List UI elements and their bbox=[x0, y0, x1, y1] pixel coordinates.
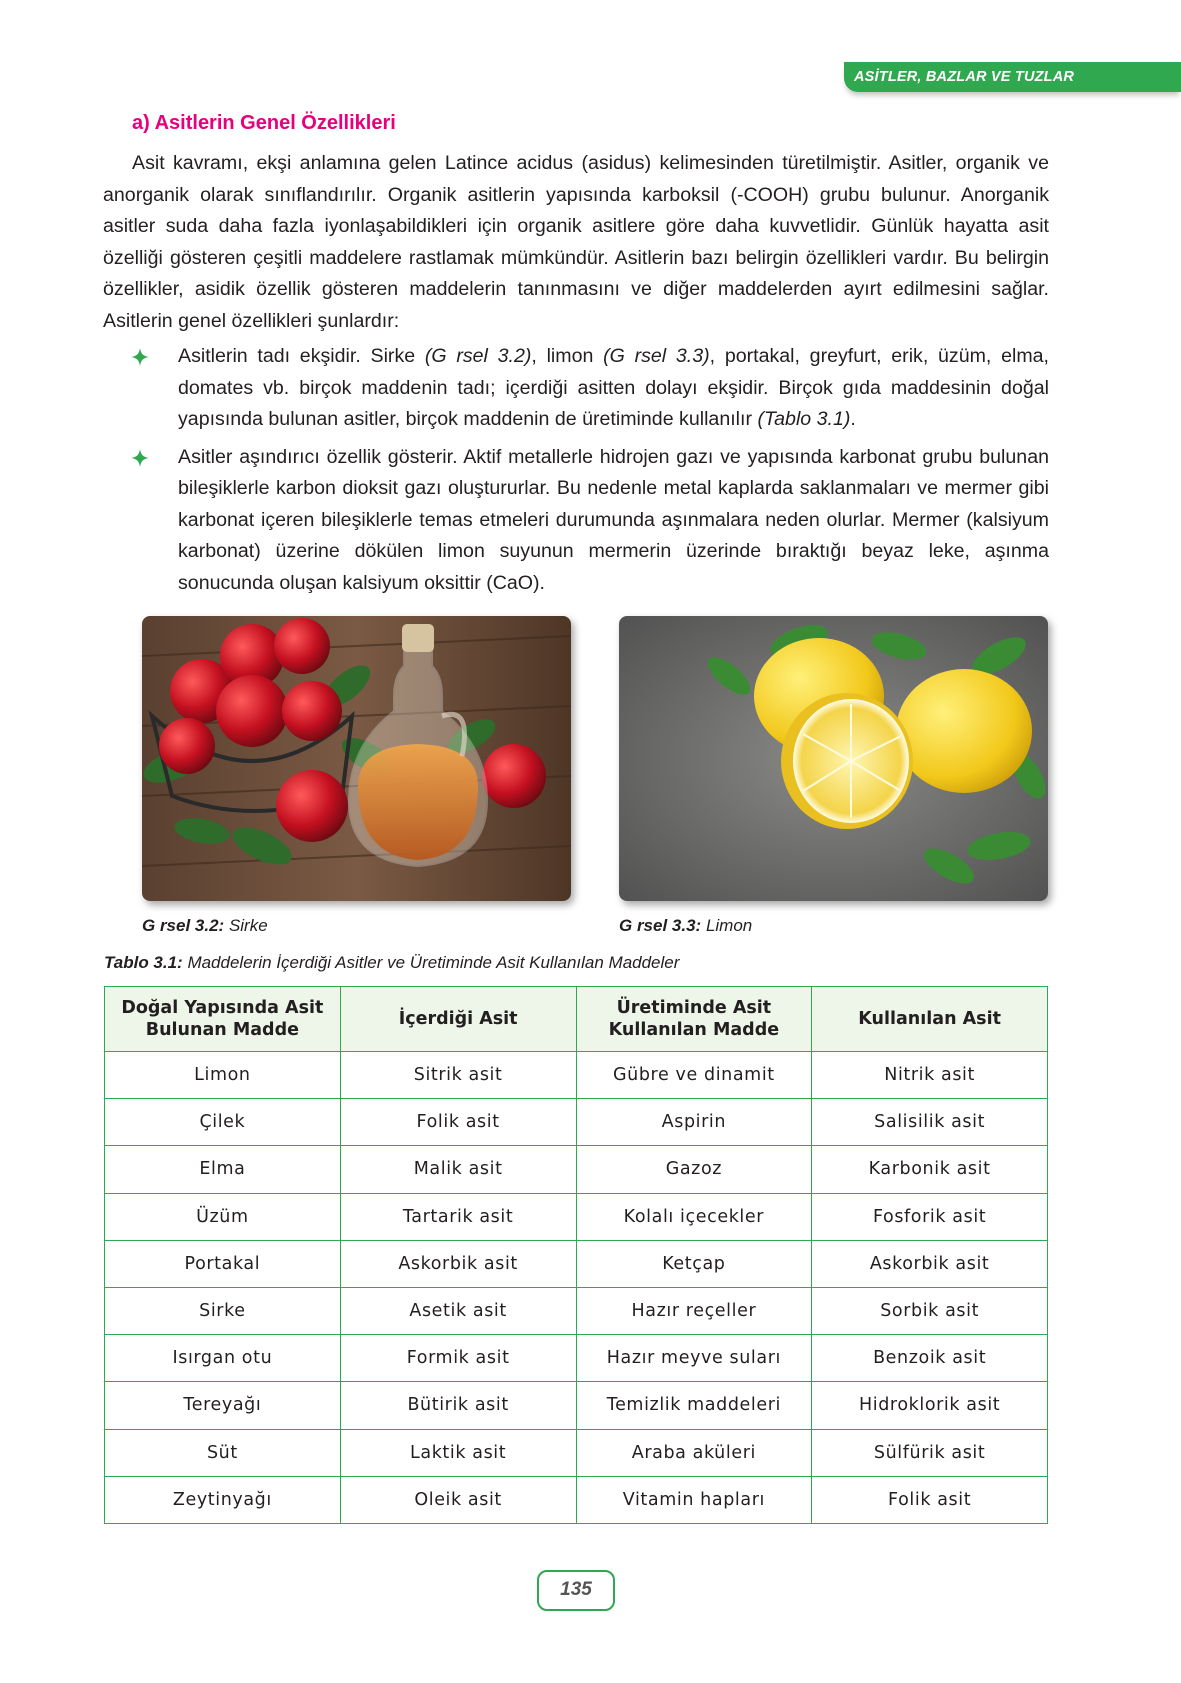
column-header: İçerdiği Asit bbox=[340, 987, 576, 1052]
table-cell: Limon bbox=[105, 1052, 341, 1099]
table-cell: Kolalı içecekler bbox=[576, 1193, 812, 1240]
vinegar-apples-photo bbox=[142, 616, 571, 901]
chapter-header-tab bbox=[844, 62, 1181, 92]
table-row bbox=[105, 1382, 1048, 1429]
table-cell: Portakal bbox=[105, 1240, 341, 1287]
column-header: Üretiminde Asit Kullanılan Madde bbox=[576, 987, 812, 1052]
table-cell: Folik asit bbox=[340, 1099, 576, 1146]
list-item bbox=[130, 341, 1049, 436]
table-cell: Tereyağı bbox=[105, 1382, 341, 1429]
table-cell: Isırgan otu bbox=[105, 1335, 341, 1382]
table-cell: Sitrik asit bbox=[340, 1052, 576, 1099]
figure-reference: (G rsel 3.3) bbox=[603, 345, 710, 367]
figure-caption-label: G rsel 3.3: bbox=[619, 916, 702, 935]
table-cell: Fosforik asit bbox=[812, 1193, 1048, 1240]
table-row bbox=[105, 1476, 1048, 1523]
table-caption bbox=[104, 953, 679, 973]
table-row bbox=[105, 1146, 1048, 1193]
table-cell: Karbonik asit bbox=[812, 1146, 1048, 1193]
table-cell: Asetik asit bbox=[340, 1287, 576, 1334]
section-heading: a) Asitlerin Genel Özellikleri bbox=[132, 112, 396, 134]
table-cell: Hazır meyve suları bbox=[576, 1335, 812, 1382]
table-row bbox=[105, 1335, 1048, 1382]
sparkle-bullet-icon bbox=[130, 347, 150, 367]
bullet-list bbox=[130, 341, 1049, 605]
column-header: Doğal Yapısında Asit Bulunan Madde bbox=[105, 987, 341, 1052]
table-header-row bbox=[105, 987, 1048, 1052]
bullet-text: , limon bbox=[531, 345, 604, 367]
figure-reference: (G rsel 3.2) bbox=[424, 345, 532, 367]
figure-caption bbox=[619, 916, 752, 936]
table-cell: Çilek bbox=[105, 1099, 341, 1146]
table-caption-title: Maddelerin İçerdiği Asitler ve Üretiminde Asit Kullanılan Maddeler bbox=[182, 953, 680, 972]
figure-caption-label: G rsel 3.2: bbox=[142, 916, 225, 935]
table-cell: Elma bbox=[105, 1146, 341, 1193]
table-cell: Oleik asit bbox=[340, 1476, 576, 1523]
table-cell: Sirke bbox=[105, 1287, 341, 1334]
page-number: 135 bbox=[537, 1570, 615, 1611]
table-row bbox=[105, 1240, 1048, 1287]
table-cell: Aspirin bbox=[576, 1099, 812, 1146]
bullet-text: Asitler aşındırıcı özellik gösterir. Aktif metallerle hidrojen gazı ve yapısında karbonat grubu bulunan bileşiklerle karbon dioksit gazı oluştururlar. Bu nedenle metal kaplarda saklanmaları ve mermer gibi karbonat içeren bileşiklerle temas etmeleri durumunda aşınmalara neden olurlar. Mermer (kalsiyum karbonat) üzerine dökülen limon suyunun mermerin üzerinde bıraktığı beyaz leke, aşınma sonucunda oluşan kalsiyum oksittir (CaO). bbox=[178, 445, 1049, 594]
table-cell: Askorbik asit bbox=[340, 1240, 576, 1287]
table-cell: Zeytinyağı bbox=[105, 1476, 341, 1523]
table-cell: Hidroklorik asit bbox=[812, 1382, 1048, 1429]
table-cell: Malik asit bbox=[340, 1146, 576, 1193]
table-row bbox=[105, 1429, 1048, 1476]
table-cell: Gübre ve dinamit bbox=[576, 1052, 812, 1099]
figure-caption-title: Sirke bbox=[224, 916, 268, 935]
table-cell: Araba aküleri bbox=[576, 1429, 812, 1476]
table-cell: Vitamin hapları bbox=[576, 1476, 812, 1523]
intro-paragraph bbox=[103, 148, 1049, 337]
table-row bbox=[105, 1099, 1048, 1146]
table-cell: Folik asit bbox=[812, 1476, 1048, 1523]
table-row bbox=[105, 1052, 1048, 1099]
table-cell: Hazır reçeller bbox=[576, 1287, 812, 1334]
table-cell: Gazoz bbox=[576, 1146, 812, 1193]
table-reference: (Tablo 3.1) bbox=[757, 408, 851, 430]
table-cell: Salisilik asit bbox=[812, 1099, 1048, 1146]
table-cell: Nitrik asit bbox=[812, 1052, 1048, 1099]
table-cell: Ketçap bbox=[576, 1240, 812, 1287]
table-caption-label: Tablo 3.1: bbox=[104, 953, 183, 972]
figure-caption bbox=[142, 916, 268, 936]
intro-paragraph-text: Asit kavramı, ekşi anlamına gelen Latince acidus (asidus) kelimesinden türetilmiştir. Asitler, organik ve anorganik olarak sınıflandırılır. Organik asitlerin yapısında karboksil (-COOH) grubu bulunur. Anorganik asitler suda daha fazla iyonlaşabildikleri için organik asitlere göre daha kuvvetlidir. Günlük hayatta asit özelliği gösteren çeşitli maddelere rastlamak mümkündür. Asitlerin bazı belirgin özellikleri vardır. Bu belirgin özellikler, asidik özellik gösteren maddelerin tanınmasını ve diğer maddelerden ayırt edilmesini sağlar. Asitlerin genel özellikleri şunlardır: bbox=[103, 152, 1049, 332]
table-cell: Sorbik asit bbox=[812, 1287, 1048, 1334]
bullet-text: Asitlerin tadı ekşidir. Sirke bbox=[178, 345, 425, 367]
lemons-photo bbox=[619, 616, 1048, 901]
table-cell: Askorbik asit bbox=[812, 1240, 1048, 1287]
table-cell: Laktik asit bbox=[340, 1429, 576, 1476]
sparkle-bullet-icon bbox=[130, 448, 150, 468]
table-cell: Benzoik asit bbox=[812, 1335, 1048, 1382]
table-cell: Temizlik maddeleri bbox=[576, 1382, 812, 1429]
table-cell: Üzüm bbox=[105, 1193, 341, 1240]
column-header: Kullanılan Asit bbox=[812, 987, 1048, 1052]
bullet-text: , portakal, greyfurt, erik, üzüm, elma, domates vb. birçok maddenin tadı; içerdiği asitten dolayı ekşidir. Birçok gıda maddesinin doğal yapısında bulunan asitler, birçok maddenin de üretiminde kullanılır bbox=[178, 345, 1049, 430]
figure-caption-title: Limon bbox=[701, 916, 753, 935]
table-row bbox=[105, 1287, 1048, 1334]
acids-table bbox=[104, 986, 1048, 1524]
chapter-title: ASİTLER, BAZLAR VE TUZLAR bbox=[854, 69, 1075, 85]
list-item bbox=[130, 442, 1049, 600]
table-cell: Süt bbox=[105, 1429, 341, 1476]
table-cell: Tartarik asit bbox=[340, 1193, 576, 1240]
table-cell: Sülfürik asit bbox=[812, 1429, 1048, 1476]
table-cell: Formik asit bbox=[340, 1335, 576, 1382]
table-cell: Bütirik asit bbox=[340, 1382, 576, 1429]
table-row bbox=[105, 1193, 1048, 1240]
bullet-text: . bbox=[850, 408, 856, 430]
